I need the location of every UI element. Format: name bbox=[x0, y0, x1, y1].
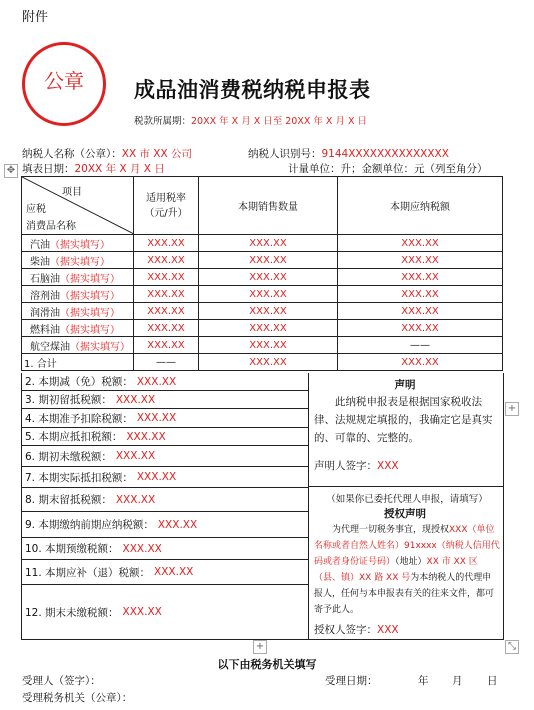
diagonal-header-cell bbox=[22, 177, 134, 235]
product-tax: —— bbox=[338, 337, 503, 354]
seal-text: 公章 bbox=[44, 69, 84, 93]
summary-row bbox=[22, 409, 308, 428]
date-day: 日 bbox=[487, 675, 498, 687]
resize-handle-icon[interactable]: ⤡ bbox=[505, 640, 519, 654]
col-rate-header: 适用税率（元/升） bbox=[134, 177, 199, 235]
product-rate: XXX.XX bbox=[134, 235, 199, 252]
product-row bbox=[22, 337, 503, 354]
declaration-signer-value: XXX bbox=[377, 460, 399, 472]
table-header-row bbox=[22, 177, 503, 235]
product-note: （据实填写） bbox=[60, 324, 120, 336]
form-title: 成品油消费税纳税申报表 bbox=[134, 78, 371, 102]
summary-value: XXX.XX bbox=[154, 566, 194, 578]
authorization-signer-label: 授权人签字： bbox=[314, 624, 377, 636]
product-name-cell bbox=[22, 320, 134, 337]
product-note: （据实填写） bbox=[50, 239, 110, 251]
taxpayer-name-value: XX 市 XX 公司 bbox=[121, 148, 193, 160]
product-row bbox=[22, 320, 503, 337]
declaration-signer-label: 声明人签字： bbox=[314, 460, 377, 472]
diag-bottom-label: 消费品名称 bbox=[26, 221, 76, 232]
product-rate: XXX.XX bbox=[134, 320, 199, 337]
tax-period-value: 20XX 年 X 月 X 日至 20XX 年 X 月 X 日 bbox=[191, 116, 367, 127]
fill-date-value: 20XX 年 X 月 X 日 bbox=[74, 163, 165, 175]
attachment-label: 附件 bbox=[22, 10, 49, 25]
product-row bbox=[22, 303, 503, 320]
auth-text-1: 为代理一切税务事宜，现授权 bbox=[332, 525, 450, 535]
product-rate: XXX.XX bbox=[134, 269, 199, 286]
summary-value: XXX.XX bbox=[136, 375, 177, 388]
product-name: 航空煤油 bbox=[30, 341, 70, 353]
product-name-cell bbox=[22, 337, 134, 354]
taxpayer-name bbox=[22, 146, 192, 161]
product-tax: XXX.XX bbox=[338, 303, 503, 320]
product-name: 汽油 bbox=[30, 239, 50, 251]
summary-value: XXX.XX bbox=[115, 393, 156, 406]
summary-label: 10. 本期预缴税额： bbox=[25, 543, 119, 555]
product-name-cell bbox=[22, 252, 134, 269]
summary-label: 11. 本期应补（退）税额： bbox=[25, 566, 151, 579]
official-seal bbox=[22, 42, 106, 126]
product-rate: XXX.XX bbox=[134, 337, 199, 354]
product-tax: XXX.XX bbox=[338, 235, 503, 252]
total-qty: XXX.XX bbox=[199, 354, 338, 371]
summary-label: 8. 期末留抵税额： bbox=[25, 494, 112, 506]
product-tax: XXX.XX bbox=[338, 320, 503, 337]
authorization-note: （如果你已委托代理人申报，请填写） bbox=[326, 494, 488, 505]
summary-label: 2. 本期减（免）税额： bbox=[25, 376, 133, 388]
product-name: 溶剂油 bbox=[30, 290, 60, 302]
summary-label: 5. 本期应抵扣税额： bbox=[25, 431, 123, 443]
summary-value: XXX.XX bbox=[157, 518, 198, 531]
table-move-handle-icon[interactable]: ✥ bbox=[4, 164, 18, 178]
receive-date-label: 受理日期： bbox=[325, 675, 378, 687]
summary-row bbox=[22, 538, 308, 560]
receiving-office-label: 受理税务机关（公章）： bbox=[22, 692, 133, 704]
add-row-icon[interactable]: + bbox=[253, 640, 267, 654]
product-note: （据实填写） bbox=[70, 341, 130, 353]
summary-row bbox=[22, 428, 308, 446]
auth-address: XX 市 XX 区（县、镇）XX 路 XX 号 bbox=[314, 557, 478, 583]
product-rate: XXX.XX bbox=[134, 286, 199, 303]
tax-period-label: 税款所属期： bbox=[134, 116, 192, 127]
diag-mid-label: 应税 bbox=[26, 204, 46, 215]
product-qty: XXX.XX bbox=[199, 286, 338, 303]
lower-divider bbox=[308, 373, 309, 639]
summary-row bbox=[22, 512, 308, 538]
declaration-title: 声明 bbox=[394, 379, 416, 391]
product-name-cell bbox=[22, 303, 134, 320]
declaration-divider bbox=[308, 486, 503, 487]
product-name: 润滑油 bbox=[30, 307, 60, 319]
total-row bbox=[22, 354, 503, 371]
fill-date bbox=[22, 161, 165, 176]
date-year: 年 bbox=[418, 675, 429, 687]
fill-date-label: 填表日期： bbox=[22, 163, 75, 175]
auth-text-3: 为本纳税人的代理申报人，任何与本申报表有关的往来文件，都可寄予此人。 bbox=[314, 573, 495, 615]
auth-text-2: （地址） bbox=[395, 557, 427, 567]
authorization-text bbox=[314, 522, 500, 618]
diag-top-label: 项目 bbox=[62, 187, 82, 198]
declaration-text: 此纳税申报表是根据国家税收法律、法规规定填报的，我确定它是真实的、可靠的、完整的。 bbox=[314, 396, 493, 444]
taxpayer-id-value: 9144XXXXXXXXXXXXXX bbox=[321, 148, 449, 160]
product-name: 柴油 bbox=[30, 256, 50, 268]
authorization-signer bbox=[314, 622, 399, 637]
product-note: （据实填写） bbox=[60, 307, 120, 319]
summary-row bbox=[22, 391, 308, 409]
authorization-signer-value: XXX bbox=[377, 624, 399, 636]
summary-label: 3. 期初留抵税额： bbox=[25, 394, 112, 406]
product-tax: XXX.XX bbox=[338, 286, 503, 303]
summary-value: XXX.XX bbox=[115, 450, 156, 462]
summary-value: XXX.XX bbox=[136, 471, 177, 483]
summary-row bbox=[22, 488, 308, 512]
summary-row bbox=[22, 373, 308, 391]
summary-row bbox=[22, 467, 308, 488]
summary-value: XXX.XX bbox=[122, 606, 162, 618]
authorization-title: 授权声明 bbox=[384, 508, 426, 520]
summary-row bbox=[22, 560, 308, 585]
date-month: 月 bbox=[452, 675, 463, 687]
tax-office-title: 以下由税务机关填写 bbox=[217, 658, 317, 671]
product-name: 石脑油 bbox=[30, 273, 60, 285]
product-name-cell bbox=[22, 235, 134, 252]
product-tax: XXX.XX bbox=[338, 269, 503, 286]
product-qty: XXX.XX bbox=[199, 303, 338, 320]
summary-row bbox=[22, 585, 308, 639]
summary-label: 6. 期初未缴税额： bbox=[25, 450, 112, 463]
auth-agent-name: XXX（单位名称或者自然人姓名）91xxxx（纳税人信用代码或者身份证号码） bbox=[314, 525, 500, 567]
receiver-label: 受理人（签字）： bbox=[22, 675, 101, 687]
product-note: （据实填写） bbox=[50, 256, 110, 268]
summary-label: 9. 本期缴纳前期应纳税额： bbox=[25, 519, 154, 531]
total-label: 1. 合计 bbox=[22, 354, 134, 371]
product-qty: XXX.XX bbox=[199, 252, 338, 269]
product-row bbox=[22, 235, 503, 252]
taxpayer-id bbox=[248, 146, 449, 161]
product-tax: XXX.XX bbox=[338, 252, 503, 269]
summary-value: XXX.XX bbox=[115, 493, 156, 506]
summary-value: XXX.XX bbox=[126, 430, 166, 443]
product-name-cell bbox=[22, 286, 134, 303]
product-qty: XXX.XX bbox=[199, 337, 338, 354]
summary-value: XXX.XX bbox=[136, 412, 177, 424]
summary-label: 7. 本期实际抵扣税额： bbox=[25, 471, 133, 484]
total-rate: —— bbox=[134, 354, 199, 371]
product-rate: XXX.XX bbox=[134, 252, 199, 269]
taxpayer-id-label: 纳税人识别号： bbox=[248, 148, 322, 160]
unit-note: 计量单位：升；金额单位：元（列至角分） bbox=[288, 163, 488, 175]
product-name: 燃料油 bbox=[30, 324, 60, 336]
taxpayer-name-label: 纳税人名称（公章）： bbox=[22, 148, 122, 160]
product-name-cell bbox=[22, 269, 134, 286]
add-column-icon[interactable]: + bbox=[505, 402, 519, 416]
summary-label: 4. 本期准予扣除税额： bbox=[25, 412, 133, 425]
summary-label: 12. 期末未缴税额： bbox=[25, 606, 119, 619]
lower-section bbox=[21, 373, 504, 640]
summary-row bbox=[22, 446, 308, 467]
product-note: （据实填写） bbox=[60, 273, 120, 285]
product-qty: XXX.XX bbox=[199, 320, 338, 337]
declaration-signer bbox=[314, 458, 399, 473]
product-row bbox=[22, 286, 503, 303]
summary-value: XXX.XX bbox=[122, 542, 162, 555]
product-row bbox=[22, 252, 503, 269]
product-qty: XXX.XX bbox=[199, 235, 338, 252]
tax-period bbox=[134, 113, 367, 127]
col-tax-header: 本期应纳税额 bbox=[338, 177, 503, 235]
tax-table bbox=[21, 176, 503, 371]
product-rate: XXX.XX bbox=[134, 303, 199, 320]
col-qty-header: 本期销售数量 bbox=[199, 177, 338, 235]
product-row bbox=[22, 269, 503, 286]
product-note: （据实填写） bbox=[60, 290, 120, 302]
product-qty: XXX.XX bbox=[199, 269, 338, 286]
total-tax: XXX.XX bbox=[338, 354, 503, 371]
